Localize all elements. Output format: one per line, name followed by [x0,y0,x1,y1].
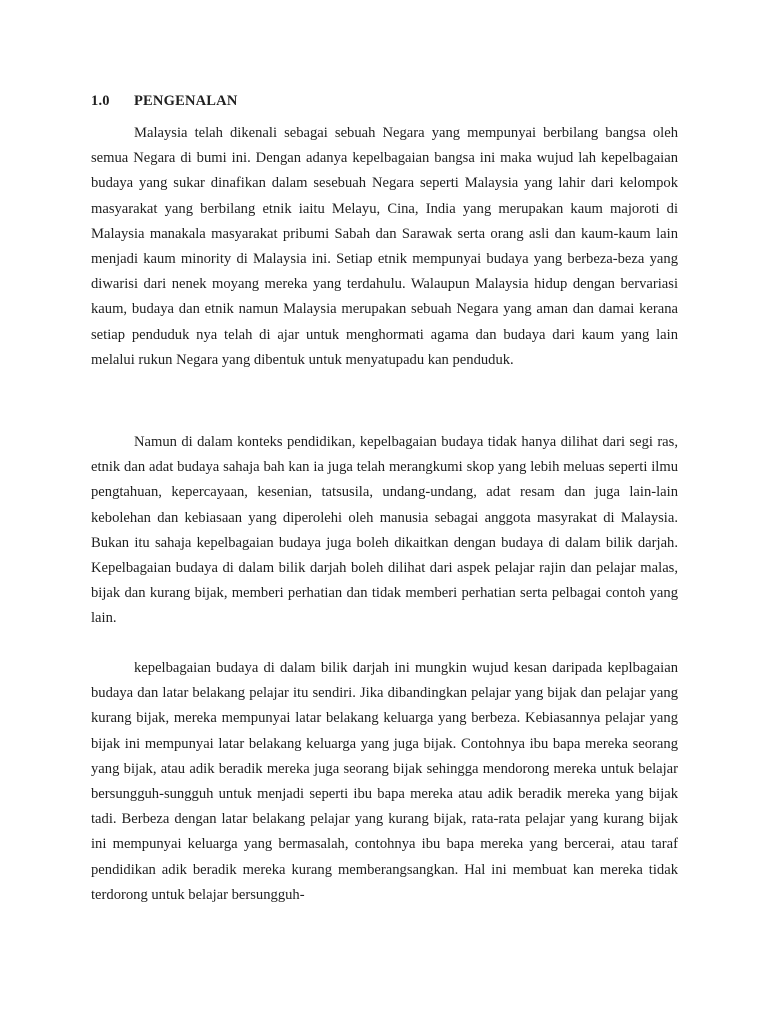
section-number: 1.0 [91,93,110,109]
paragraph-3: kepelbagaian budaya di dalam bilik darjah ini mungkin wujud kesan daripada keplbagaian budaya dan latar belakang pelajar itu sendiri. Jika dibandingkan pelajar yang bijak dan pelajar yang kurang bijak, mereka mempunyai latar belakang keluarga yang berbeza. Kebiasannya pelajar yang bijak ini mempunyai latar belakang keluarga yang juga bijak. Contohnya ibu bapa mereka seorang yang bijak, atau adik beradik mereka juga seorang bijak sehingga mendorong mereka untuk belajar bersungguh-sungguh untuk menjadi seperti ibu bapa mereka atau adik beradik mereka yang bijak tadi. Berbeza dengan latar belakang pelajar yang kurang bijak, rata-rata pelajar yang kurang bijak ini mempunyai keluarga yang bermasalah, contohnya ibu bapa mereka yang bercerai, atau taraf pendidikan adik beradik mereka kurang memberangsangkan. Hal ini membuat kan mereka tidak terdorong untuk belajar bersungguh- [91,660,678,903]
section-title: PENGENALAN [134,93,238,109]
paragraph-2: Namun di dalam konteks pendidikan, kepelbagaian budaya tidak hanya dilihat dari segi ras, etnik dan adat budaya sahaja bah kan ia juga telah merangkumi skop yang lebih meluas seperti ilmu pengtahuan, kepercayaan, kesenian, tatsusila, undang-undang, adat resam dan juga lain-lain kebolehan dan kebiasaan yang diperolehi oleh manusia sebagai anggota masyrakat di Malaysia. Bukan itu sahaja kepelbagaian budaya juga boleh dikaitkan dengan budaya di dalam bilik darjah. Kepelbagaian budaya di dalam bilik darjah boleh dilihat dari aspek pelajar rajin dan pelajar malas, bijak dan kurang bijak, memberi perhatian dan tidak memberi perhatian serta pelbagai contoh yang lain. [91,434,678,627]
section-heading [91,93,238,110]
paragraph-1: Malaysia telah dikenali sebagai sebuah Negara yang mempunyai berbilang bangsa oleh semua Negara di bumi ini. Dengan adanya kepelbagaian bangsa ini maka wujud lah kepelbagaian budaya yang sukar dinafikan dalam sesebuah Negara seperti Malaysia yang lahir dari kelompok masyarakat yang berbilang etnik iaitu Melayu, Cina, India yang merupakan kaum majoroti di Malaysia manakala masyarakat pribumi Sabah dan Sarawak serta orang asli dan kaum-kaum lain menjadi kaum minority di Malaysia ini. Setiap etnik mempunyai budaya yang berbeza-beza yang diwarisi dari nenek moyang mereka yang terdahulu. Walaupun Malaysia hidup dengan bervariasi kaum, budaya dan etnik namun Malaysia merupakan sebuah Negara yang aman dan damai kerana setiap penduduk nya telah di ajar untuk menghormati agama dan budaya dari kaum yang lain melalui rukun Negara yang dibentuk untuk menyatupadu kan penduduk. [91,125,678,368]
